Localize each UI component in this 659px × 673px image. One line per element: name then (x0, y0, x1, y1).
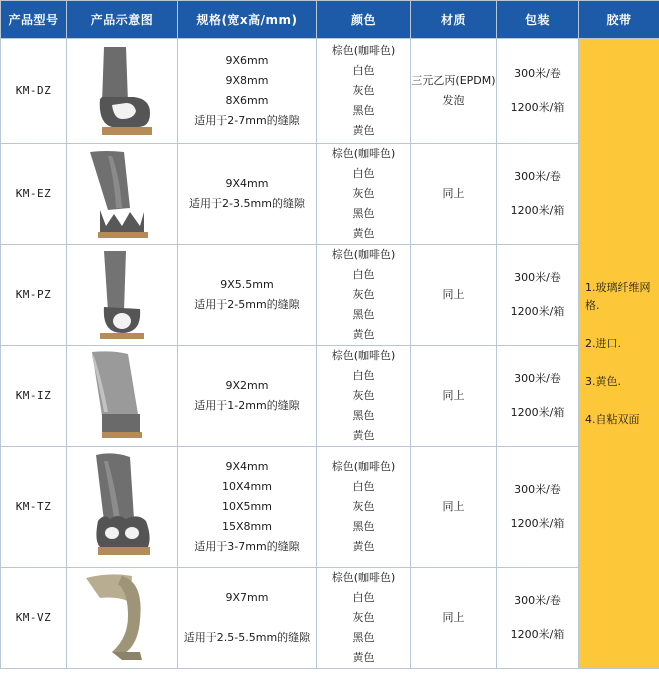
color-option: 棕色(咖啡色) (331, 147, 396, 160)
package-line: 1200米/箱 (510, 101, 565, 114)
d-profile-seal-image (82, 43, 162, 139)
diagram-cell (67, 447, 178, 568)
header-adhesive: 胶带 (579, 1, 659, 39)
spec-line: 15X8mm (222, 520, 272, 533)
adhesive-cell (579, 39, 659, 669)
package-line: 1200米/箱 (510, 517, 565, 530)
color-option: 灰色 (352, 288, 375, 301)
spec-line: 适用于2-3.5mm的缝隙 (189, 197, 305, 210)
spec-line: 10X5mm (222, 500, 272, 513)
header-color: 颜色 (317, 1, 411, 39)
adhesive-item: 1.玻璃纤维网格. (585, 280, 651, 312)
color-option: 黄色 (352, 227, 375, 240)
color-cell (317, 568, 411, 669)
color-option: 黑色 (352, 308, 375, 321)
color-cell (317, 144, 411, 245)
color-option: 棕色(咖啡色) (331, 349, 396, 362)
spec-line: 9X7mm (225, 591, 269, 604)
color-option: 黑色 (352, 520, 375, 533)
model-cell: KM-PZ (1, 245, 67, 346)
material-cell (411, 245, 497, 346)
spec-line: 9X5.5mm (220, 278, 274, 291)
spec-line: 10X4mm (222, 480, 272, 493)
color-cell (317, 39, 411, 144)
spec-line: 9X6mm (225, 54, 269, 67)
color-cell (317, 346, 411, 447)
color-option: 白色 (352, 591, 375, 604)
diagram-cell (67, 346, 178, 447)
table-row (1, 346, 659, 447)
header-row (1, 1, 659, 39)
header-spec: 规格(宽x高/mm) (178, 1, 317, 39)
model-cell: KM-VZ (1, 568, 67, 669)
color-option: 白色 (352, 480, 375, 493)
spec-line: 适用于2-7mm的缝隙 (194, 114, 300, 127)
diagram-cell (67, 245, 178, 346)
material-line: 同上 (442, 500, 465, 513)
color-option: 棕色(咖啡色) (331, 44, 396, 57)
material-line: 同上 (442, 389, 465, 402)
color-option: 灰色 (352, 84, 375, 97)
t-profile-seal-image (82, 451, 162, 563)
package-cell (497, 447, 579, 568)
spec-cell (178, 39, 317, 144)
material-cell (411, 568, 497, 669)
color-option: 白色 (352, 369, 375, 382)
package-cell (497, 39, 579, 144)
spec-line: 9X4mm (225, 460, 269, 473)
spec-line: 9X8mm (225, 74, 269, 87)
color-option: 黄色 (352, 540, 375, 553)
package-line: 300米/卷 (514, 594, 561, 607)
color-option: 棕色(咖啡色) (331, 460, 396, 473)
spec-cell (178, 447, 317, 568)
table-row (1, 144, 659, 245)
material-line: 同上 (442, 187, 465, 200)
color-option: 灰色 (352, 187, 375, 200)
spec-line (178, 608, 316, 628)
color-option: 黑色 (352, 631, 375, 644)
spec-cell (178, 568, 317, 669)
package-cell (497, 144, 579, 245)
model-cell: KM-IZ (1, 346, 67, 447)
package-cell (497, 245, 579, 346)
material-line: 三元乙丙(EPDM) (411, 74, 496, 87)
color-cell (317, 245, 411, 346)
material-line: 发泡 (442, 94, 465, 107)
adhesive-item: 4.自粘双面 (585, 412, 640, 426)
spec-line: 适用于3-7mm的缝隙 (194, 540, 300, 553)
color-option: 黄色 (352, 328, 375, 341)
material-cell (411, 39, 497, 144)
color-option: 白色 (352, 268, 375, 281)
spec-cell (178, 144, 317, 245)
color-option: 灰色 (352, 611, 375, 624)
color-option: 黄色 (352, 429, 375, 442)
material-line: 同上 (442, 611, 465, 624)
package-line: 1200米/箱 (510, 628, 565, 641)
header-material: 材质 (411, 1, 497, 39)
spec-line: 适用于1-2mm的缝隙 (194, 399, 300, 412)
color-option: 灰色 (352, 389, 375, 402)
model-cell: KM-DZ (1, 39, 67, 144)
adhesive-item: 2.进口. (585, 336, 621, 350)
package-cell (497, 346, 579, 447)
color-option: 白色 (352, 167, 375, 180)
diagram-cell (67, 568, 178, 669)
adhesive-item: 3.黄色. (585, 374, 621, 388)
table-row (1, 39, 659, 144)
package-line: 300米/卷 (514, 271, 561, 284)
color-option: 白色 (352, 64, 375, 77)
package-line: 1200米/箱 (510, 204, 565, 217)
spec-line: 适用于2-5mm的缝隙 (194, 298, 300, 311)
package-line: 300米/卷 (514, 67, 561, 80)
model-cell: KM-EZ (1, 144, 67, 245)
diagram-cell (67, 39, 178, 144)
v-profile-seal-image (82, 572, 162, 664)
color-option: 黑色 (352, 409, 375, 422)
package-line: 1200米/箱 (510, 406, 565, 419)
color-option: 黑色 (352, 207, 375, 220)
package-line: 300米/卷 (514, 372, 561, 385)
model-cell: KM-TZ (1, 447, 67, 568)
table-row (1, 245, 659, 346)
color-cell (317, 447, 411, 568)
e-profile-seal-image (82, 148, 162, 240)
package-cell (497, 568, 579, 669)
color-option: 灰色 (352, 500, 375, 513)
spec-cell (178, 346, 317, 447)
material-cell (411, 447, 497, 568)
color-option: 黄色 (352, 124, 375, 137)
material-cell (411, 346, 497, 447)
package-line: 1200米/箱 (510, 305, 565, 318)
header-model: 产品型号 (1, 1, 67, 39)
package-line: 300米/卷 (514, 170, 561, 183)
table-row (1, 568, 659, 669)
diagram-cell (67, 144, 178, 245)
color-option: 棕色(咖啡色) (331, 571, 396, 584)
color-option: 黑色 (352, 104, 375, 117)
spec-line: 9X2mm (225, 379, 269, 392)
p-profile-seal-image (82, 249, 162, 341)
color-option: 黄色 (352, 651, 375, 664)
color-option: 棕色(咖啡色) (331, 248, 396, 261)
material-cell (411, 144, 497, 245)
spec-line: 适用于2.5-5.5mm的缝隙 (183, 631, 311, 644)
material-line: 同上 (442, 288, 465, 301)
spec-cell (178, 245, 317, 346)
i-profile-seal-image (82, 350, 162, 442)
package-line: 300米/卷 (514, 483, 561, 496)
header-diagram: 产品示意图 (67, 1, 178, 39)
spec-line: 9X4mm (225, 177, 269, 190)
header-package: 包装 (497, 1, 579, 39)
spec-line: 8X6mm (225, 94, 269, 107)
table-row (1, 447, 659, 568)
